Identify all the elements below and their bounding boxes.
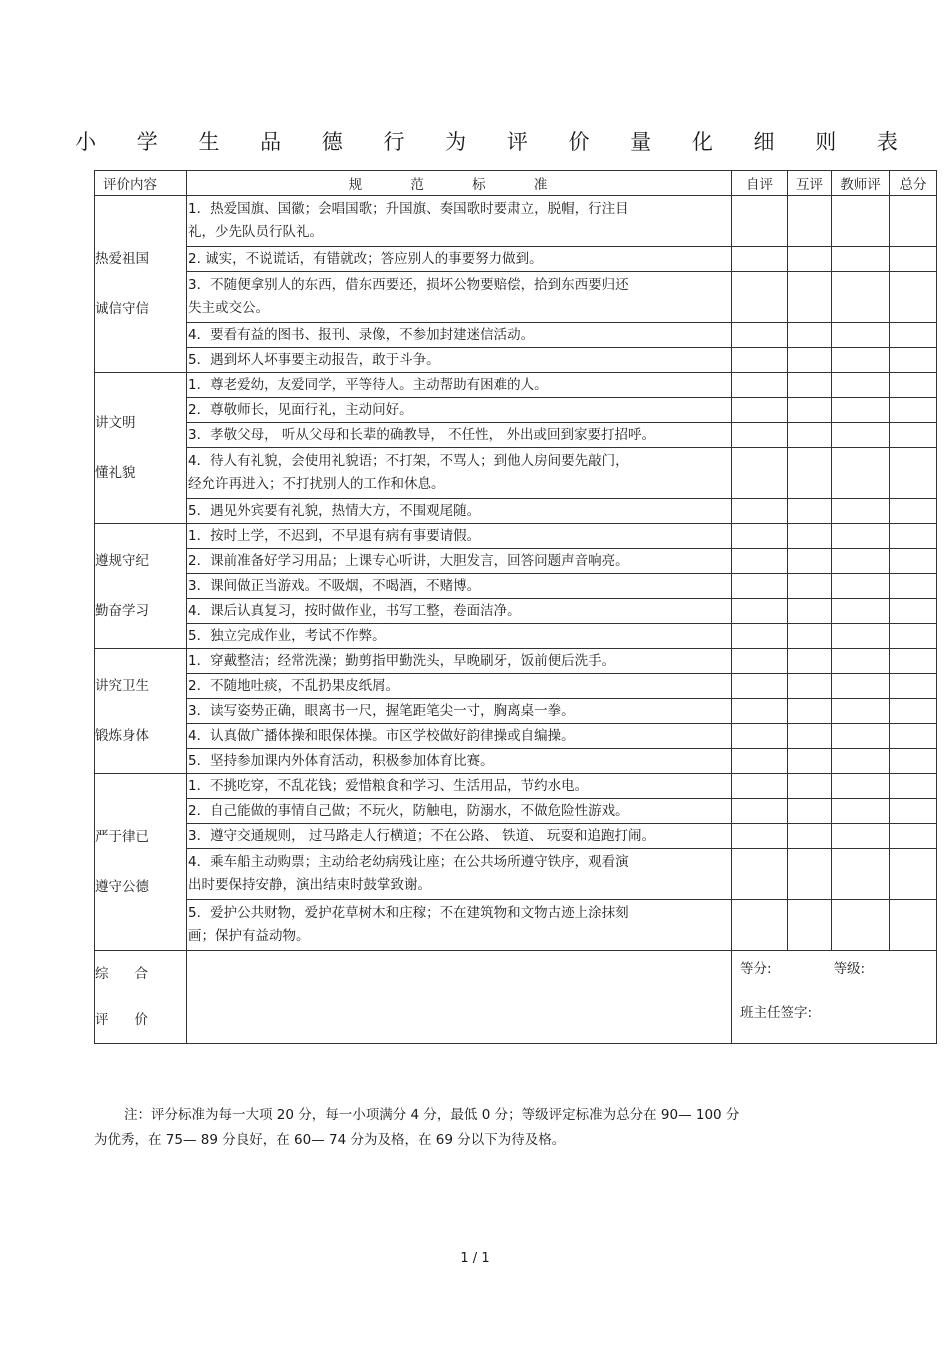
teacher-score-cell[interactable] [832, 348, 890, 373]
self-score-cell[interactable] [732, 649, 788, 674]
header-standard: 规 范 标 准 [187, 171, 732, 196]
summary-label [95, 951, 187, 1044]
criterion-cell [187, 448, 732, 499]
peer-score-cell[interactable] [788, 849, 832, 900]
summary-comment-cell[interactable] [187, 951, 732, 1044]
total-score-cell[interactable] [890, 824, 937, 849]
footnote [94, 1103, 864, 1153]
self-score-cell[interactable] [732, 900, 788, 951]
criterion-cell [187, 272, 732, 323]
teacher-score-cell[interactable] [832, 699, 890, 724]
criterion-text: 2．尊敬师长，见面行礼，主动问好。 [188, 401, 413, 418]
table-row [95, 849, 937, 900]
criterion-cell [187, 649, 732, 674]
total-score-cell[interactable] [890, 674, 937, 699]
peer-score-cell[interactable] [788, 674, 832, 699]
teacher-score-cell[interactable] [832, 849, 890, 900]
criterion-cell [187, 247, 732, 272]
category-line2: 懂礼貌 [95, 465, 136, 481]
self-score-cell[interactable] [732, 599, 788, 624]
total-score-cell[interactable] [890, 323, 937, 348]
header-self: 自评 [732, 171, 788, 196]
score-label: 等分: [740, 961, 772, 977]
teacher-sign-label: 班主任签字: [740, 1005, 813, 1021]
table-row [95, 373, 937, 398]
criterion-cell [187, 674, 732, 699]
peer-score-cell[interactable] [788, 272, 832, 323]
summary-label-line1: 综合 [95, 966, 174, 982]
criterion-text: 4．待人有礼貌，会使用礼貌语；不打架，不骂人；到他人房间要先敲门， [188, 453, 629, 469]
peer-score-cell[interactable] [788, 599, 832, 624]
criterion-text: 1．尊老爱幼，友爱同学，平等待人。主动帮助有困难的人。 [188, 376, 548, 393]
total-score-cell[interactable] [890, 749, 937, 774]
category-cell [95, 524, 187, 649]
total-score-cell[interactable] [890, 549, 937, 574]
peer-score-cell[interactable] [788, 373, 832, 398]
self-score-cell[interactable] [732, 824, 788, 849]
table-row [95, 649, 937, 674]
teacher-score-cell[interactable] [832, 524, 890, 549]
criterion-cell [187, 323, 732, 348]
self-score-cell[interactable] [732, 348, 788, 373]
total-score-cell[interactable] [890, 599, 937, 624]
peer-score-cell[interactable] [788, 624, 832, 649]
criterion-cell [187, 499, 732, 524]
teacher-score-cell[interactable] [832, 549, 890, 574]
total-score-cell[interactable] [890, 499, 937, 524]
category-line1: 讲文明 [95, 415, 136, 431]
category-line1: 严于律已 [95, 829, 149, 845]
criterion-text: 3．不随便拿别人的东西，借东西要还，损坏公物要赔偿，拾到东西要归还 [188, 277, 629, 293]
criterion-text: 4．乘车船主动购票；主动给老幼病残让座；在公共场所遵守铁序，观看演 [188, 854, 629, 870]
self-score-cell[interactable] [732, 549, 788, 574]
summary-row [95, 951, 937, 1044]
table-row [95, 423, 937, 448]
table-row [95, 247, 937, 272]
summary-label-line2: 评价 [95, 1012, 174, 1028]
peer-score-cell[interactable] [788, 799, 832, 824]
evaluation-table [94, 170, 937, 1044]
criterion-text: 2．不随地吐痰，不乱扔果皮纸屑。 [188, 677, 400, 694]
total-score-cell[interactable] [890, 724, 937, 749]
table-row [95, 323, 937, 348]
peer-score-cell[interactable] [788, 448, 832, 499]
table-row [95, 774, 937, 799]
self-score-cell[interactable] [732, 196, 788, 247]
self-score-cell[interactable] [732, 749, 788, 774]
criterion-text: 失主或交公。 [188, 300, 269, 316]
total-score-cell[interactable] [890, 272, 937, 323]
total-score-cell[interactable] [890, 196, 937, 247]
groups-body [95, 196, 937, 951]
criterion-text: 3．遵守交通规则， 过马路走人行横道；不在公路、 铁道、 玩耍和追跑打闹。 [188, 827, 655, 844]
teacher-score-cell[interactable] [832, 749, 890, 774]
criterion-cell [187, 398, 732, 423]
total-score-cell[interactable] [890, 849, 937, 900]
table-row [95, 900, 937, 951]
criterion-cell [187, 849, 732, 900]
category-line1: 热爱祖国 [95, 251, 149, 267]
peer-score-cell[interactable] [788, 749, 832, 774]
criterion-text: 3．课间做正当游戏。不吸烟，不喝酒，不赌博。 [188, 577, 481, 594]
criterion-text: 1．热爱国旗、国徽；会唱国歌；升国旗、奏国歌时要肃立，脱帽，行注目 [188, 201, 629, 217]
self-score-cell[interactable] [732, 423, 788, 448]
table-row [95, 824, 937, 849]
table-row [95, 674, 937, 699]
total-score-cell[interactable] [890, 799, 937, 824]
total-score-cell[interactable] [890, 900, 937, 951]
peer-score-cell[interactable] [788, 699, 832, 724]
total-score-cell[interactable] [890, 649, 937, 674]
peer-score-cell[interactable] [788, 247, 832, 272]
table-row [95, 196, 937, 247]
peer-score-cell[interactable] [788, 499, 832, 524]
self-score-cell[interactable] [732, 448, 788, 499]
criterion-cell [187, 749, 732, 774]
self-score-cell[interactable] [732, 499, 788, 524]
criterion-cell [187, 799, 732, 824]
teacher-score-cell[interactable] [832, 423, 890, 448]
peer-score-cell[interactable] [788, 574, 832, 599]
self-score-cell[interactable] [732, 247, 788, 272]
total-score-cell[interactable] [890, 624, 937, 649]
criterion-cell [187, 348, 732, 373]
teacher-score-cell[interactable] [832, 649, 890, 674]
criterion-cell [187, 624, 732, 649]
teacher-score-cell[interactable] [832, 799, 890, 824]
teacher-score-cell[interactable] [832, 824, 890, 849]
total-score-cell[interactable] [890, 448, 937, 499]
criterion-cell [187, 196, 732, 247]
criterion-cell [187, 699, 732, 724]
peer-score-cell[interactable] [788, 824, 832, 849]
table-row [95, 749, 937, 774]
peer-score-cell[interactable] [788, 348, 832, 373]
total-score-cell[interactable] [890, 398, 937, 423]
total-score-cell[interactable] [890, 774, 937, 799]
self-score-cell[interactable] [732, 849, 788, 900]
teacher-score-cell[interactable] [832, 499, 890, 524]
teacher-score-cell[interactable] [832, 724, 890, 749]
criterion-text: 4．课后认真复习，按时做作业，书写工整，卷面洁净。 [188, 602, 521, 619]
criterion-text: 经允许再进入；不打扰别人的工作和休息。 [188, 476, 445, 492]
footnote-line2: 为优秀，在 75— 89 分良好，在 60— 74 分为及格，在 69 分以下为待及格。 [94, 1132, 566, 1148]
table-row [95, 724, 937, 749]
teacher-score-cell[interactable] [832, 599, 890, 624]
table-row [95, 348, 937, 373]
total-score-cell[interactable] [890, 423, 937, 448]
table-row [95, 799, 937, 824]
self-score-cell[interactable] [732, 674, 788, 699]
criterion-text: 2. 诚实，不说谎话，有错就改；答应别人的事要努力做到。 [188, 250, 543, 267]
table-row [95, 699, 937, 724]
criterion-text: 5．遇见外宾要有礼貌，热情大方，不围观尾随。 [188, 502, 481, 519]
header-total: 总分 [890, 171, 937, 196]
table-row [95, 398, 937, 423]
teacher-score-cell[interactable] [832, 574, 890, 599]
teacher-score-cell[interactable] [832, 196, 890, 247]
criterion-text: 1．不挑吃穿，不乱花钱；爱惜粮食和学习、生活用品，节约水电。 [188, 777, 589, 794]
category-line2: 遵守公德 [95, 879, 149, 895]
table-row [95, 549, 937, 574]
header-teacher: 教师评 [832, 171, 890, 196]
criterion-text: 4．要看有益的图书、报刊、录像，不参加封建迷信活动。 [188, 326, 535, 343]
self-score-cell[interactable] [732, 574, 788, 599]
criterion-text: 画；保护有益动物。 [188, 928, 310, 944]
category-line2: 锻炼身体 [95, 728, 149, 744]
peer-score-cell[interactable] [788, 524, 832, 549]
self-score-cell[interactable] [732, 774, 788, 799]
peer-score-cell[interactable] [788, 549, 832, 574]
category-cell [95, 649, 187, 774]
criterion-text: 礼，少先队员行队礼。 [188, 224, 323, 240]
summary-score-cell[interactable] [732, 951, 937, 1044]
criterion-text: 1．按时上学，不迟到，不早退有病有事要请假。 [188, 527, 481, 544]
criterion-text: 3．读写姿势正确，眼离书一尺，握笔距笔尖一寸，胸离桌一拳。 [188, 702, 575, 719]
header-category: 评价内容 [95, 171, 187, 196]
teacher-score-cell[interactable] [832, 247, 890, 272]
self-score-cell[interactable] [732, 524, 788, 549]
self-score-cell[interactable] [732, 624, 788, 649]
criterion-text: 2．自己能做的事情自己做；不玩火，防触电，防溺水，不做危险性游戏。 [188, 802, 629, 819]
teacher-score-cell[interactable] [832, 398, 890, 423]
self-score-cell[interactable] [732, 699, 788, 724]
teacher-score-cell[interactable] [832, 373, 890, 398]
total-score-cell[interactable] [890, 348, 937, 373]
table-row [95, 499, 937, 524]
self-score-cell[interactable] [732, 724, 788, 749]
peer-score-cell[interactable] [788, 774, 832, 799]
criterion-text: 1．穿戴整洁；经常洗澡；勤剪指甲勤洗头，早晚刷牙，饭前便后洗手。 [188, 652, 616, 669]
footnote-line1: 注：评分标准为每一大项 20 分，每一小项满分 4 分，最低 0 分；等级评定标准为总分在 90— 100 分 [124, 1107, 740, 1123]
criterion-text: 3．孝敬父母， 听从父母和长辈的确教导， 不任性， 外出或回到家要打招呼。 [188, 426, 655, 443]
table-row [95, 524, 937, 549]
criterion-cell [187, 900, 732, 951]
criterion-text: 4．认真做广播体操和眼保体操。市区学校做好韵律操或自编操。 [188, 727, 575, 744]
self-score-cell[interactable] [732, 373, 788, 398]
total-score-cell[interactable] [890, 373, 937, 398]
teacher-score-cell[interactable] [832, 448, 890, 499]
self-score-cell[interactable] [732, 398, 788, 423]
header-peer: 互评 [788, 171, 832, 196]
peer-score-cell[interactable] [788, 196, 832, 247]
criterion-cell [187, 774, 732, 799]
teacher-score-cell[interactable] [832, 774, 890, 799]
category-cell [95, 373, 187, 524]
total-score-cell[interactable] [890, 247, 937, 272]
self-score-cell[interactable] [732, 323, 788, 348]
table-row [95, 624, 937, 649]
teacher-score-cell[interactable] [832, 272, 890, 323]
criterion-text: 2．课前准备好学习用品；上课专心听讲，大胆发言，回答问题声音响亮。 [188, 552, 629, 569]
peer-score-cell[interactable] [788, 323, 832, 348]
peer-score-cell[interactable] [788, 649, 832, 674]
self-score-cell[interactable] [732, 799, 788, 824]
category-line2: 勤奋学习 [95, 603, 149, 619]
criterion-cell [187, 724, 732, 749]
criterion-cell [187, 423, 732, 448]
criterion-cell [187, 549, 732, 574]
criterion-cell [187, 574, 732, 599]
criterion-text: 出时要保持安静，演出结束时鼓掌致谢。 [188, 877, 431, 893]
page-title: 小 学 生 品 德 行 为 评 价 量 化 细 则 表 [75, 130, 915, 154]
page-number: 1 / 1 [460, 1251, 490, 1266]
criterion-cell [187, 373, 732, 398]
teacher-score-cell[interactable] [832, 900, 890, 951]
table-row [95, 599, 937, 624]
criterion-text: 5．坚持参加课内外体育活动，积极参加体育比赛。 [188, 752, 494, 769]
total-score-cell[interactable] [890, 524, 937, 549]
category-line1: 遵规守纪 [95, 553, 149, 569]
grade-label: 等级: [833, 961, 866, 977]
teacher-score-cell[interactable] [832, 674, 890, 699]
category-line2: 诚信守信 [95, 301, 149, 317]
teacher-score-cell[interactable] [832, 323, 890, 348]
teacher-score-cell[interactable] [832, 624, 890, 649]
category-cell [95, 774, 187, 951]
self-score-cell[interactable] [732, 272, 788, 323]
category-line1: 讲究卫生 [95, 678, 149, 694]
criterion-cell [187, 599, 732, 624]
peer-score-cell[interactable] [788, 423, 832, 448]
peer-score-cell[interactable] [788, 398, 832, 423]
total-score-cell[interactable] [890, 574, 937, 599]
criterion-text: 5．爱护公共财物，爱护花草树木和庄稼；不在建筑物和文物古迹上涂抹刻 [188, 905, 629, 921]
criterion-text: 5．遇到坏人坏事要主动报告，敢于斗争。 [188, 351, 440, 368]
category-cell [95, 196, 187, 373]
table-row [95, 448, 937, 499]
peer-score-cell[interactable] [788, 900, 832, 951]
table-header-row [95, 171, 937, 196]
table-row [95, 272, 937, 323]
criterion-cell [187, 524, 732, 549]
peer-score-cell[interactable] [788, 724, 832, 749]
criterion-text: 5．独立完成作业，考试不作弊。 [188, 627, 386, 644]
table-row [95, 574, 937, 599]
criterion-cell [187, 824, 732, 849]
total-score-cell[interactable] [890, 699, 937, 724]
